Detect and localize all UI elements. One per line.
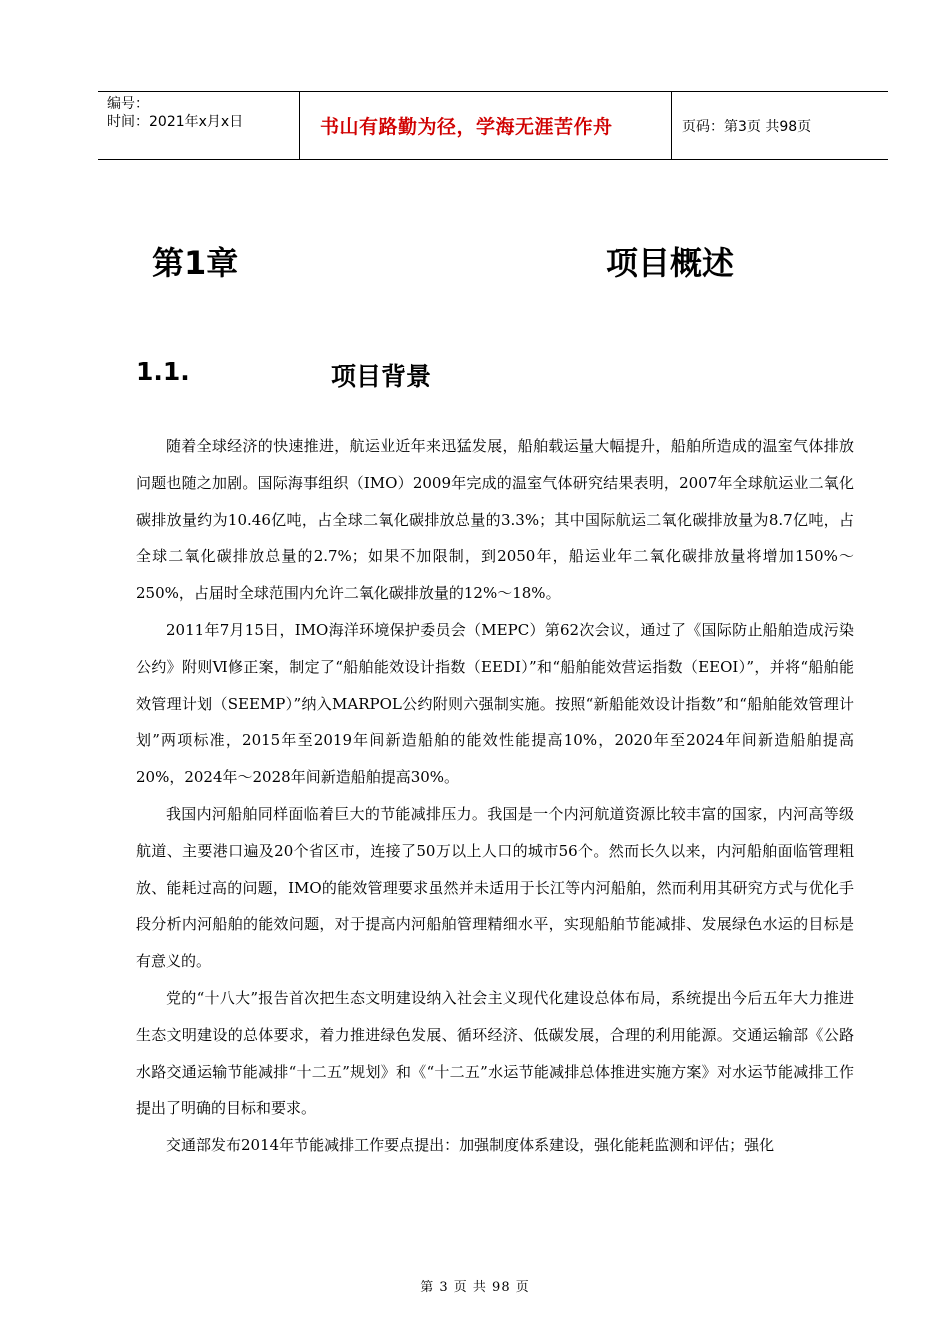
section-number: 1.1. [136, 357, 190, 386]
chapter-heading [152, 238, 734, 284]
document-number-label: 编号： [107, 96, 149, 112]
document-time-label: 时间：2021年x月x日 [107, 114, 244, 130]
header-motto: 书山有路勤为径，学海无涯苦作舟 [300, 92, 672, 159]
section-title: 项目背景 [331, 362, 432, 391]
paragraph: 交通部发布2014年节能减排工作要点提出：加强制度体系建设，强化能耗监测和评估；强化 [166, 1136, 775, 1155]
page-footer: 第 3 页 共 98 页 [420, 1280, 530, 1295]
paragraph: 2011年7月15日，IMO海洋环境保护委员会（MEPC）第62次会议，通过了《国际防止船舶造成污染公约》附则Ⅵ修正案，制定了“船舶能效设计指数（EEDI）”和“船舶能效营运指数（EEOI）”，并将“船舶能效管理计划（SEEMP）”纳入MARPOL公约附则六强制实施。按照“新船能效设计指数”和“船舶能效管理计划”两项标准，2015年至2019年间新造船舶的能效性能提高10%，2020年至2024年间新造船舶提高20%，2024年～2028年间新造船舶提高30%。 [136, 620, 854, 787]
paragraph: 随着全球经济的快速推进，航运业近年来迅猛发展，船舶载运量大幅提升，船舶所造成的温室气体排放问题也随之加剧。国际海事组织（IMO）2009年完成的温室气体研究结果表明，2007年全球航运业二氧化碳排放量约为10.46亿吨，占全球二氧化碳排放总量的3.3%；其中国际航运二氧化碳排放量为8.7亿吨，占全球二氧化碳排放总量的2.7%；如果不加限制，到2050年，船运业年二氧化碳排放量将增加150%～250%，占届时全球范围内允许二氧化碳排放量的12%～18%。 [136, 437, 854, 603]
header-page-info: 页码：第3页 共98页 [682, 118, 812, 135]
body-text [136, 428, 854, 1164]
page-header [98, 91, 888, 160]
header-meta [98, 92, 300, 159]
chapter-number: 第1章 [152, 244, 239, 282]
chapter-title: 项目概述 [605, 244, 734, 282]
paragraph: 我国内河船舶同样面临着巨大的节能减排压力。我国是一个内河航道资源比较丰富的国家，内河高等级航道、主要港口遍及20个省区市，连接了50万以上人口的城市56个。然而长久以来，内河船舶面临管理粗放、能耗过高的问题，IMO的能效管理要求虽然并未适用于长江等内河船舶，然而利用其研究方式与优化手段分析内河船舶的能效问题，对于提高内河船舶管理精细水平，实现船舶节能减排、发展绿色水运的目标是有意义的。 [136, 804, 854, 971]
paragraph: 党的“十八大”报告首次把生态文明建设纳入社会主义现代化建设总体布局，系统提出今后五年大力推进生态文明建设的总体要求，着力推进绿色发展、循环经济、低碳发展，合理的利用能源。交通运输部《公路水路交通运输节能减排“十二五”规划》和《“十二五”水运节能减排总体推进实施方案》对水运节能减排工作提出了明确的目标和要求。 [136, 988, 854, 1118]
